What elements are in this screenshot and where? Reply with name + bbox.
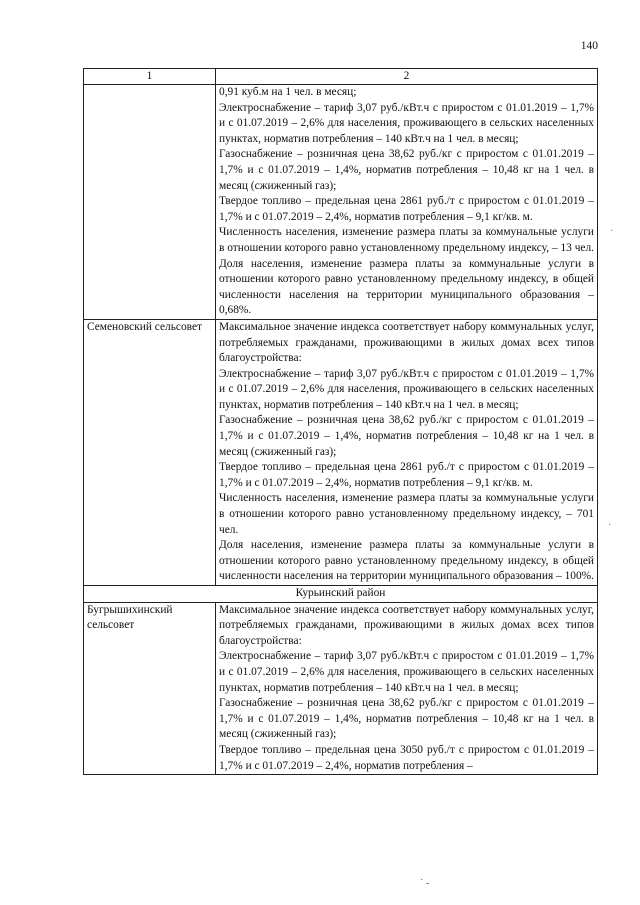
district-row <box>84 586 598 603</box>
description-paragraph: Максимальное значение индекса соответствует набору коммунальных услуг, потребляемых гражданами, проживающими в жилых домах всех типов благоустройства: <box>219 603 594 647</box>
description-paragraph: Газоснабжение – розничная цена 38,62 руб./кг с приростом с 01.01.2019 – 1,7% и с 01.07.2019 – 1,4%, норматив потребления – 10,48 кг на 1 чел. в месяц (сжиженный газ); <box>219 414 594 458</box>
description-paragraph: Твердое топливо – предельная цена 3050 руб./т с приростом с 01.01.2019 – 1,7% и с 01.07.2019 – 2,4%, норматив потребления – <box>219 743 594 772</box>
description-paragraph: Твердое топливо – предельная цена 2861 руб./т с приростом с 01.01.2019 – 1,7% и с 01.07.2019 – 2,4%, норматив потребления – 9,1 кг/кв. м. <box>219 461 594 489</box>
description-paragraph: Электроснабжение – тариф 3,07 руб./кВт.ч с приростом с 01.01.2019 – 1,7% и с 01.07.2019 – 2,6% для населения, проживающего в сельских населенных пунктах, норматив потребления – 140 кВт.ч на 1 чел. в месяц; <box>219 650 594 694</box>
description-paragraph: Газоснабжение – розничная цена 38,62 руб./кг с приростом с 01.01.2019 – 1,7% и с 01.07.2019 – 1,4%, норматив потребления – 10,48 кг на 1 чел. в месяц (сжиженный газ); <box>219 697 594 741</box>
index-table <box>83 68 598 775</box>
description-cell <box>216 319 598 585</box>
table-row <box>84 602 598 775</box>
header-col-2: 2 <box>216 69 598 85</box>
municipality-name: Семеновский сельсовет <box>84 319 216 585</box>
table-row <box>84 319 598 585</box>
scan-mark: · <box>610 226 614 237</box>
description-paragraph: Доля населения, изменение размера платы за коммунальные услуги в отношении которого равно установленному предельному индексу, в общей численности населения на территории муниципального образования – 100%. <box>219 539 595 583</box>
description-paragraph: Доля населения, изменение размера платы за коммунальные услуги в отношении которого равно установленному предельному индексу, в общей численности населения на территории муниципального образования – 0,68%. <box>219 257 594 317</box>
page-number: 140 <box>580 40 598 52</box>
description-paragraph: Электроснабжение – тариф 3,07 руб./кВт.ч с приростом с 01.01.2019 – 1,7% и с 01.07.2019 – 2,6% для населения, проживающего в сельских населенных пунктах, норматив потребления – 140 кВт.ч на 1 чел. в месяц; <box>219 367 594 411</box>
municipality-name: Бугрышихинский сельсовет <box>84 602 216 775</box>
description-paragraph: Твердое топливо – предельная цена 2861 руб./т с приростом с 01.01.2019 – 1,7% и с 01.07.2019 – 2,4%, норматив потребления – 9,1 кг/кв. м. <box>219 195 594 223</box>
description-paragraph: Газоснабжение – розничная цена 38,62 руб./кг с приростом с 01.01.2019 – 1,7% и с 01.07.2019 – 1,4%, норматив потребления – 10,48 кг на 1 чел. в месяц (сжиженный газ); <box>219 148 594 192</box>
description-paragraph: Численность населения, изменение размера платы за коммунальные услуги в отношении которого равно установленному предельному индексу, – 13 чел. <box>219 226 595 254</box>
scan-mark: · <box>608 520 612 531</box>
description-paragraph: 0,91 куб.м на 1 чел. в месяц; <box>219 86 357 98</box>
table-row <box>84 85 598 320</box>
district-name: Курьинский район <box>84 586 598 603</box>
description-paragraph: Электроснабжение – тариф 3,07 руб./кВт.ч с приростом с 01.01.2019 – 1,7% и с 01.07.2019 – 2,6% для населения, проживающего в сельских населенных пунктах, норматив потребления – 140 кВт.ч на 1 чел. в месяц; <box>219 101 594 145</box>
municipality-name <box>84 85 216 320</box>
header-col-1: 1 <box>84 69 216 85</box>
scan-mark: ˙ ‐ <box>420 878 430 889</box>
description-cell <box>216 602 598 775</box>
description-paragraph: Численность населения, изменение размера платы за коммунальные услуги в отношении которого равно установленному предельному индексу, – 701 чел. <box>219 492 594 536</box>
description-cell <box>216 85 598 320</box>
table-header-row <box>84 69 598 85</box>
description-paragraph: Максимальное значение индекса соответствует набору коммунальных услуг, потребляемых гражданами, проживающими в жилых домах всех типов благоустройства: <box>219 320 594 365</box>
